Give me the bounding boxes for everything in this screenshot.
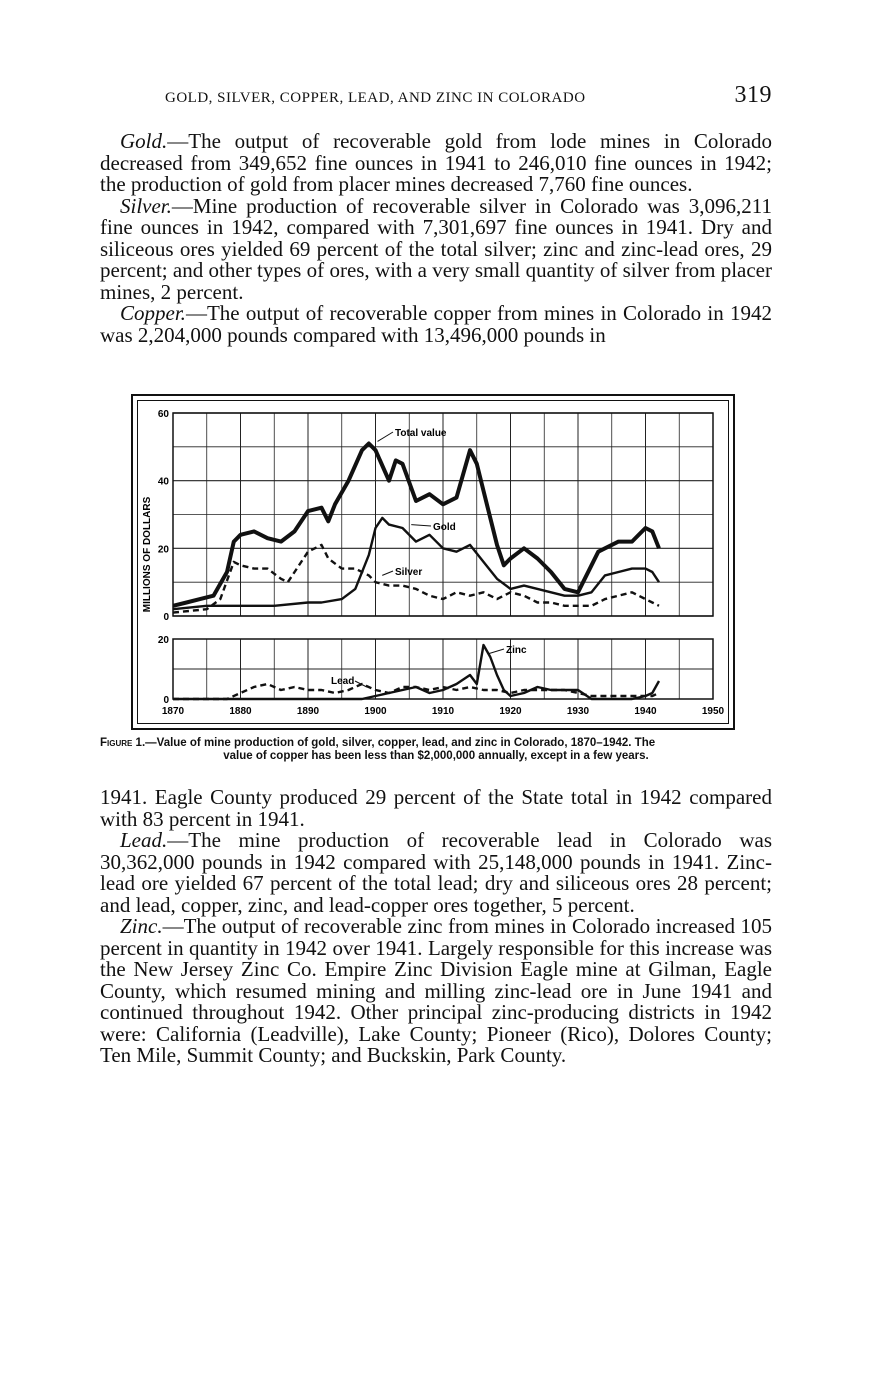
- paragraph-gold: [100, 131, 772, 196]
- x-tick-label: 1940: [634, 706, 657, 717]
- series-label-silver: Silver: [395, 567, 423, 578]
- paragraph-zinc: [100, 916, 772, 1067]
- paragraph-text: 1941. Eagle County produced 29 percent of the State total in 1942 compared with 83 percent in 1941.: [100, 785, 772, 831]
- paragraph-text: —The output of recoverable zinc from mines in Colorado increased 105 percent in quantity in 1942 over 1941. Largely responsible for this increase was the New Jersey Zinc Co. Empire Zinc Division Eagle mine at Gilman, Eagle County, which resumed mining and milling zinc-lead ore in June 1941 and continued throughout 1942. Other principal zinc-producing districts in 1942 were: California (Leadville), Lake County; Pioneer (Rico), Dolores County; Ten Mile, Summit County; and Buckskin, Park County.: [100, 914, 772, 1067]
- paragraph-copper-continued: [100, 787, 772, 830]
- heading-lead: Lead.: [120, 828, 168, 852]
- series-label-zinc: Zinc: [506, 645, 527, 656]
- series-label-lead: Lead: [331, 676, 355, 687]
- paragraph-silver: [100, 193, 772, 304]
- x-tick-label: 1870: [161, 706, 185, 717]
- caption-line-2: value of copper has been less than $2,000,000 annually, except in a few years.: [223, 750, 649, 762]
- series-label-total-value: Total value: [395, 428, 447, 439]
- x-tick-label: 1930: [566, 706, 590, 717]
- paragraph-text: —The mine production of recoverable lead in Colorado was 30,362,000 pounds in 1942 compared with 25,148,000 pounds in 1941. Zinc-lead ore yielded 67 percent of the total lead; dry and siliceous ores 28 percent; and lead, copper, zinc, and lead-copper ores together, 5 percent.: [100, 828, 772, 917]
- y-tick-label: 40: [157, 476, 169, 488]
- y-tick-label: 0: [163, 695, 169, 706]
- paragraph-copper: [100, 303, 772, 346]
- running-title: GOLD, SILVER, COPPER, LEAD, AND ZINC IN COLORADO: [165, 90, 586, 106]
- heading-silver: Silver.: [120, 193, 172, 218]
- x-tick-label: 1890: [296, 706, 320, 717]
- page-number: 319: [734, 82, 772, 108]
- y-axis-label: MILLIONS OF DOLLARS: [142, 496, 153, 613]
- y-tick-label: 20: [157, 635, 169, 646]
- x-tick-label: 1880: [229, 706, 252, 717]
- heading-zinc: Zinc.: [120, 914, 163, 938]
- paragraph-lead: [100, 830, 772, 916]
- figure-label: Figure 1.: [100, 737, 146, 749]
- series-label-silver-leader: [382, 571, 393, 575]
- y-tick-label: 60: [157, 409, 169, 420]
- figure-caption: [100, 737, 772, 763]
- x-tick-label: 1920: [499, 706, 522, 717]
- heading-copper: Copper.: [120, 301, 186, 325]
- x-tick-label: 1950: [701, 706, 725, 717]
- paragraph-text: —The output of recoverable copper from mines in Colorado in 1942 was 2,204,000 pounds compared with 13,496,000 pounds in: [100, 301, 772, 347]
- x-tick-label: 1910: [431, 706, 455, 717]
- text-block-top: [100, 131, 772, 346]
- paragraph-text: —Mine production of recoverable silver in Colorado was 3,096,211 fine ounces in 1942, compared with 7,301,697 fine ounces in 1941. Dry and siliceous ores yielded 69 percent of the total silver; zinc and zinc-lead ores, 29 percent; and other types of ores, with a very small quantity of silver from placer mines, 2 percent.: [100, 193, 772, 304]
- series-label-gold-leader: [411, 525, 431, 526]
- series-label-zinc-leader: [488, 649, 505, 654]
- caption-line-1: —Value of mine production of gold, silver, copper, lead, and zinc in Colorado, 1870–1942. The: [145, 737, 656, 749]
- paragraph-text: —The output of recoverable gold from lode mines in Colorado decreased from 349,652 fine ounces in 1941 to 246,010 fine ounces in 1942; the production of gold from placer mines decreased 7,760 fine ounces.: [100, 129, 772, 196]
- series-label-gold: Gold: [433, 522, 456, 533]
- text-block-bottom: [100, 787, 772, 1067]
- y-tick-label: 20: [157, 544, 169, 556]
- figure-frame: [131, 394, 735, 730]
- figure-chart: [133, 396, 733, 728]
- series-label-total-value-leader: [378, 432, 394, 441]
- y-tick-label: 0: [163, 612, 169, 623]
- heading-gold: Gold.: [120, 129, 168, 153]
- x-tick-label: 1900: [364, 706, 387, 717]
